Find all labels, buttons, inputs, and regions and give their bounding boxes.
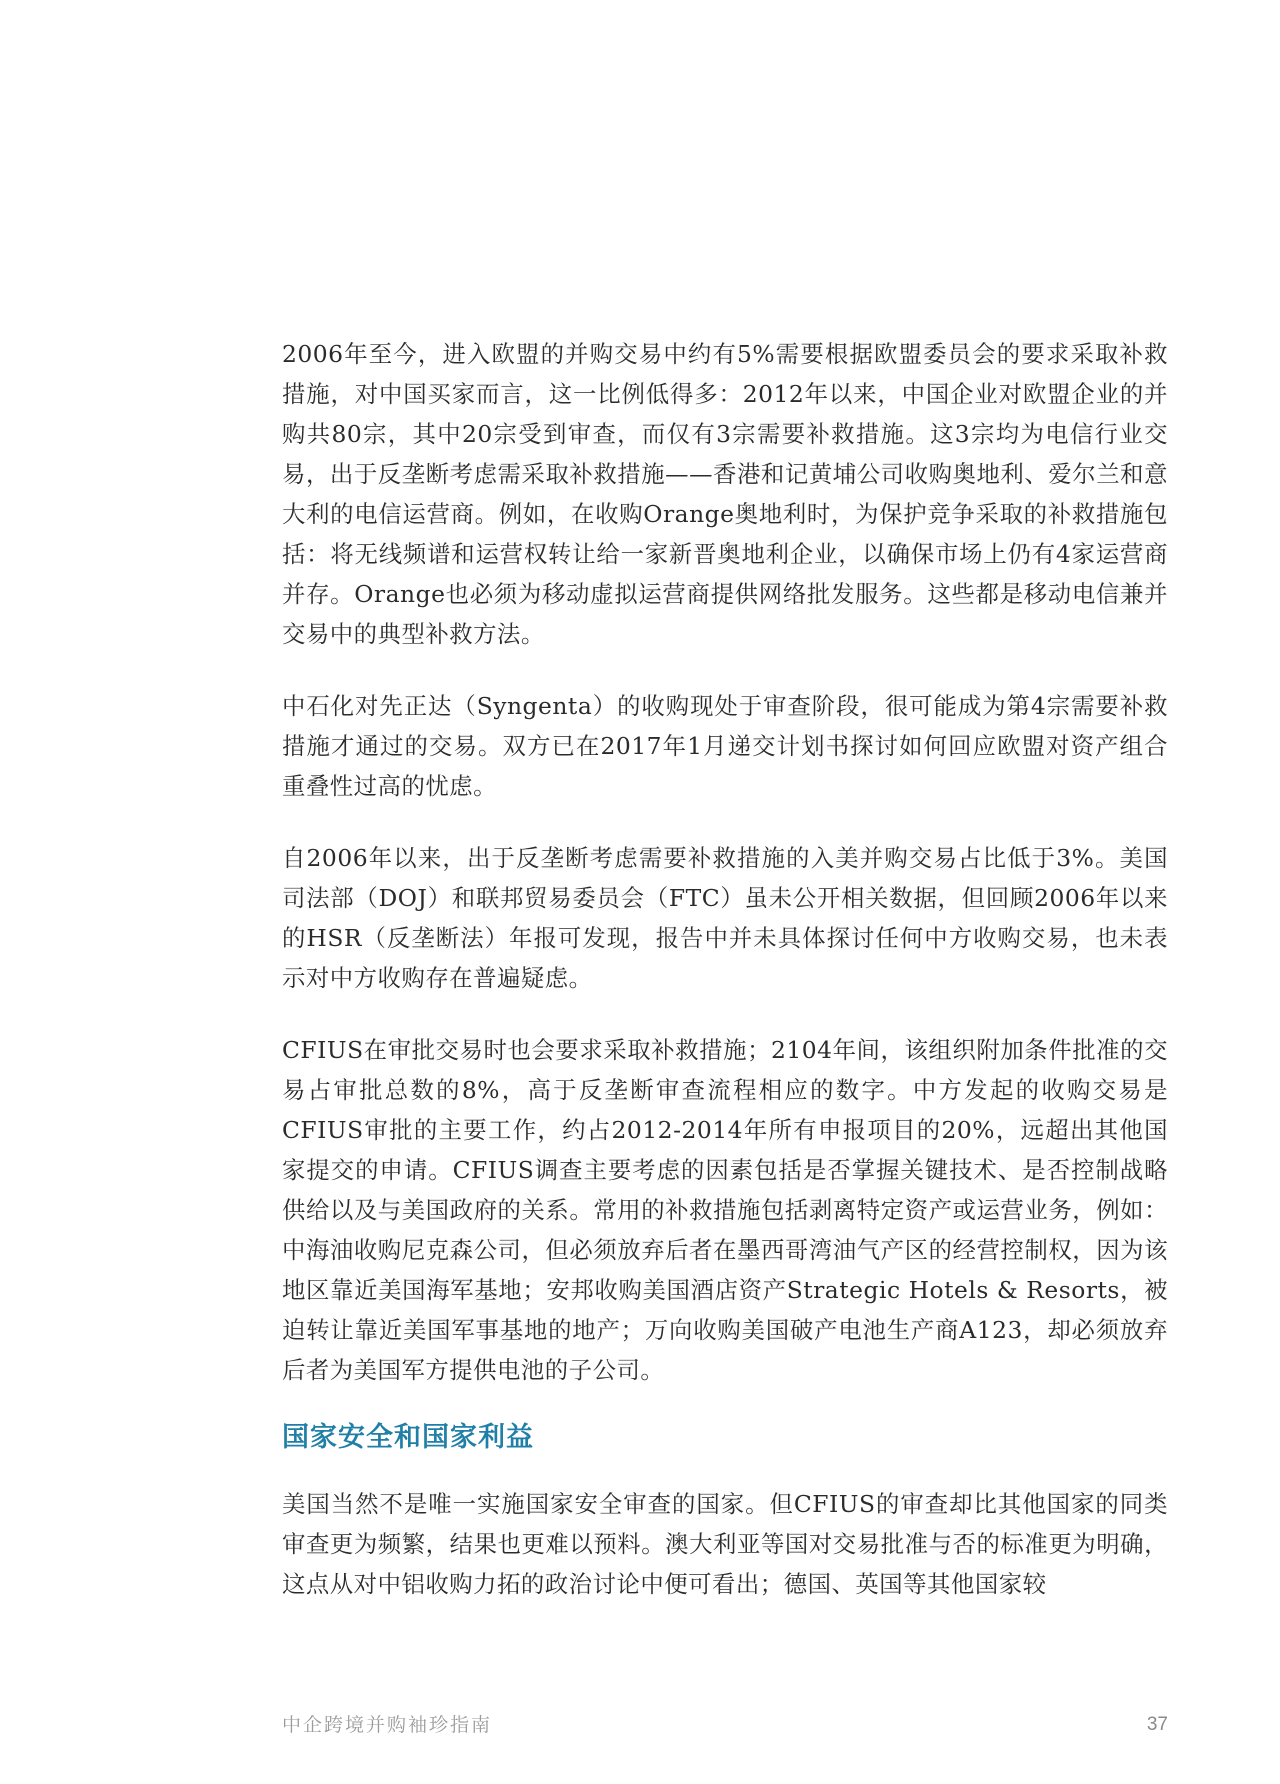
page-number: 37	[1146, 1714, 1168, 1735]
main-content	[282, 334, 1168, 1604]
paragraph-cfius: CFIUS在审批交易时也会要求采取补救措施；2104年间，该组织附加条件批准的交易占审批总数的8%，高于反垄断审查流程相应的数字。中方发起的收购交易是CFIUS审批的主要工作，约占2012-2014年所有申报项目的20%，远超出其他国家提交的申请。CFIUS调查主要考虑的因素包括是否掌握关键技术、是否控制战略供给以及与美国政府的关系。常用的补救措施包括剥离特定资产或运营业务，例如：中海油收购尼克森公司，但必须放弃后者在墨西哥湾油气产区的经营控制权，因为该地区靠近美国海军基地；安邦收购美国酒店资产Strategic Hotels & Resorts，被迫转让靠近美国军事基地的地产；万向收购美国破产电池生产商A123，却必须放弃后者为美国军方提供电池的子公司。	[282, 1036, 1168, 1384]
footer-title: 中企跨境并购袖珍指南	[282, 1714, 493, 1736]
section-heading: 国家安全和国家利益	[282, 1422, 534, 1453]
paragraph-us-antitrust: 自2006年以来，出于反垄断考虑需要补救措施的入美并购交易占比低于3%。美国司法部（DOJ）和联邦贸易委员会（FTC）虽未公开相关数据，但回顾2006年以来的HSR（反垄断法）年报可发现，报告中并未具体探讨任何中方收购交易，也未表示对中方收购存在普遍疑虑。	[282, 844, 1168, 992]
paragraph-national-security: 美国当然不是唯一实施国家安全审查的国家。但CFIUS的审查却比其他国家的同类审查更为频繁，结果也更难以预料。澳大利亚等国对交易批准与否的标准更为明确，这点从对中铝收购力拓的政治讨论中便可看出；德国、英国等其他国家较	[282, 1490, 1168, 1598]
paragraph-syngenta: 中石化对先正达（Syngenta）的收购现处于审查阶段，很可能成为第4宗需要补救措施才通过的交易。双方已在2017年1月递交计划书探讨如何回应欧盟对资产组合重叠性过高的忧虑。	[282, 692, 1168, 800]
paragraph-eu-remedies: 2006年至今，进入欧盟的并购交易中约有5%需要根据欧盟委员会的要求采取补救措施，对中国买家而言，这一比例低得多：2012年以来，中国企业对欧盟企业的并购共80宗，其中20宗受到审查，而仅有3宗需要补救措施。这3宗均为电信行业交易，出于反垄断考虑需采取补救措施——香港和记黄埔公司收购奥地利、爱尔兰和意大利的电信运营商。例如，在收购Orange奥地利时，为保护竞争采取的补救措施包括：将无线频谱和运营权转让给一家新晋奥地利企业，以确保市场上仍有4家运营商并存。Orange也必须为移动虚拟运营商提供网络批发服务。这些都是移动电信兼并交易中的典型补救方法。	[282, 340, 1168, 648]
